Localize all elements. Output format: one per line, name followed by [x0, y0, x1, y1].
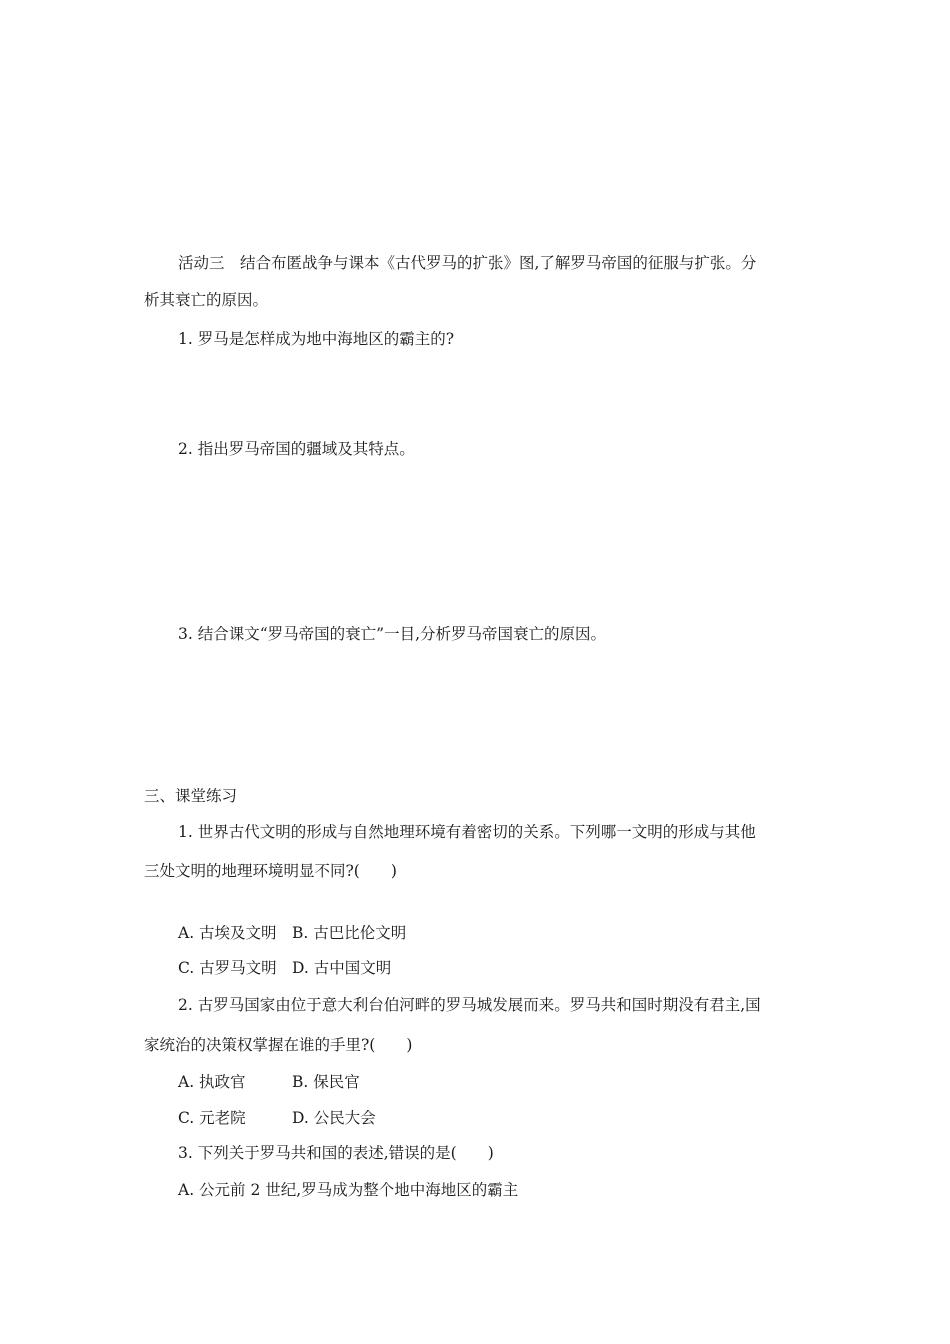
exercise-1-option-c: C. 古罗马文明	[178, 959, 277, 977]
activity-3-intro-line-2: 析其衰亡的原因。	[144, 291, 269, 309]
activity-3-question-2: 2. 指出罗马帝国的疆域及其特点。	[178, 440, 415, 458]
exercise-2-stem-line-1: 2. 古罗马国家由位于意大利台伯河畔的罗马城发展而来。罗马共和国时期没有君主,国	[178, 996, 761, 1014]
exercise-2-option-a: A. 执政官	[178, 1073, 246, 1091]
activity-3-intro-line-1: 活动三 结合布匿战争与课本《古代罗马的扩张》图,了解罗马帝国的征服与扩张。分	[178, 254, 757, 272]
exercise-2-option-c: C. 元老院	[178, 1109, 246, 1127]
exercise-1-stem-line-2: 三处文明的地理环境明显不同?( )	[144, 862, 397, 880]
exercise-3-stem: 3. 下列关于罗马共和国的表述,错误的是( )	[178, 1144, 494, 1162]
exercise-3-option-a: A. 公元前 2 世纪,罗马成为整个地中海地区的霸主	[178, 1181, 519, 1199]
exercise-2-stem-line-2: 家统治的决策权掌握在谁的手里?( )	[144, 1036, 413, 1054]
exercise-2-option-d: D. 公民大会	[292, 1109, 376, 1127]
section-heading: 三、课堂练习	[144, 787, 238, 805]
exercise-1-option-a: A. 古埃及文明	[178, 924, 277, 942]
exercise-1-option-d: D. 古中国文明	[292, 959, 392, 977]
exercise-1-stem-line-1: 1. 世界古代文明的形成与自然地理环境有着密切的关系。下列哪一文明的形成与其他	[178, 823, 756, 841]
activity-3-question-3: 3. 结合课文“罗马帝国的衰亡”一目,分析罗马帝国衰亡的原因。	[178, 625, 606, 643]
exercise-2-option-b: B. 保民官	[292, 1073, 360, 1091]
exercise-1-option-b: B. 古巴比伦文明	[292, 924, 407, 942]
activity-3-question-1: 1. 罗马是怎样成为地中海地区的霸主的?	[178, 330, 455, 348]
